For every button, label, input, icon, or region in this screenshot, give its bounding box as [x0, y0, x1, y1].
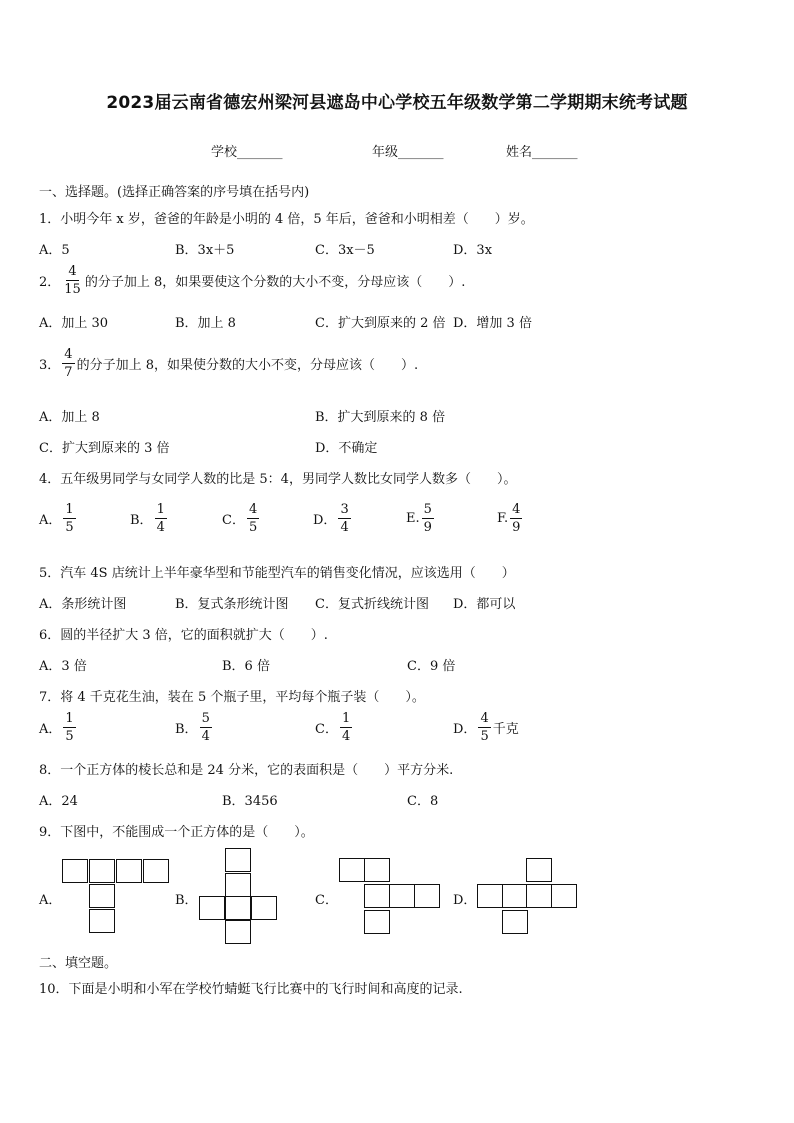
question-5-stem: 5．汽车 4S 店统计上半年豪华型和节能型汽车的销售变化情况，应该选用（ ）: [39, 566, 515, 581]
q9-option-a-label: A．: [39, 893, 62, 908]
q4-option-d-label: D．: [313, 513, 337, 528]
q6-option-b: B．6 倍: [222, 659, 270, 674]
q4-option-a-label: A．: [39, 513, 62, 528]
q4-e-numerator: 5: [423, 502, 432, 517]
q5-option-a: A．条形统计图: [39, 597, 127, 612]
q4-a-numerator: 1: [65, 502, 74, 517]
question-8-stem: 8．一个正方体的棱长总和是 24 分米，它的表面积是（ ）平方分米.: [39, 763, 454, 778]
q7-option-c-label: C．: [315, 722, 338, 737]
q3-number: 3．: [39, 358, 61, 373]
q7-a-numerator: 1: [65, 711, 74, 726]
q8-option-c: C．8: [407, 794, 439, 809]
q4-option-b-fraction: [155, 503, 167, 534]
grade-field: 年级_______: [372, 145, 444, 160]
q7-option-d-fraction: [478, 712, 490, 743]
q3-fraction-denominator: 7: [64, 365, 73, 380]
q9-option-b-label: B．: [175, 893, 198, 908]
q7-option-c-fraction: [340, 712, 352, 743]
q7-option-d-unit: 千克: [492, 722, 519, 737]
q1-option-c: C．3x－5: [315, 243, 375, 258]
net-square: [502, 910, 528, 934]
q9-option-c-label: C．: [315, 893, 338, 908]
net-square: [225, 848, 251, 872]
q4-option-c: [222, 503, 261, 534]
q4-f-denominator: 9: [512, 520, 521, 535]
q3-fraction-numerator: 4: [64, 347, 73, 362]
q3-option-d: D．不确定: [315, 441, 378, 456]
q5-option-c: C．复式折线统计图: [315, 597, 429, 612]
question-6-stem: 6．圆的半径扩大 3 倍，它的面积就扩大（ ）.: [39, 628, 328, 643]
q2-option-b: B．加上 8: [175, 316, 236, 331]
q3-option-a: A．加上 8: [39, 410, 100, 425]
q4-a-denominator: 5: [65, 520, 74, 535]
net-square: [551, 884, 577, 908]
net-square: [225, 920, 251, 944]
q3-stem-text: 的分子加上 8，如果使分数的大小不变，分母应该（ ）.: [76, 358, 419, 373]
net-square: [199, 896, 225, 920]
q2-number: 2．: [39, 275, 61, 290]
q7-option-a: [39, 712, 78, 743]
question-3-stem: [39, 348, 418, 379]
q7-b-numerator: 5: [201, 711, 210, 726]
q6-option-c: C．9 倍: [407, 659, 456, 674]
net-square: [477, 884, 503, 908]
q7-option-b-label: B．: [175, 722, 198, 737]
net-square: [62, 859, 88, 883]
q2-fraction-numerator: 4: [68, 264, 77, 279]
q5-option-b: B．复式条形统计图: [175, 597, 289, 612]
q4-option-b: [130, 503, 169, 534]
q4-option-e-fraction: [422, 503, 434, 534]
q7-option-a-fraction: [63, 712, 75, 743]
question-1-stem: 1．小明今年 x 岁，爸爸的年龄是小明的 4 倍，5 年后，爸爸和小明相差（ ）岁。: [39, 212, 534, 227]
q6-option-a: A．3 倍: [39, 659, 87, 674]
net-square: [339, 858, 365, 882]
net-square: [389, 884, 415, 908]
q4-c-denominator: 5: [248, 520, 258, 535]
q7-c-numerator: 1: [341, 711, 351, 726]
q4-f-numerator: 4: [512, 502, 521, 517]
q7-option-a-label: A．: [39, 722, 62, 737]
q7-option-c: [315, 712, 354, 743]
page-title: 2023届云南省德宏州梁河县遮岛中心学校五年级数学第二学期期末统考试题: [106, 93, 688, 113]
q1-option-b: B．3x＋5: [175, 243, 235, 258]
net-square: [89, 909, 115, 933]
q7-option-d: [453, 712, 519, 743]
net-square: [526, 884, 552, 908]
q7-b-denominator: 4: [201, 729, 210, 744]
q7-d-denominator: 5: [480, 729, 489, 744]
q4-b-denominator: 4: [156, 520, 165, 535]
q4-option-b-label: B．: [130, 513, 153, 528]
q7-option-b-fraction: [200, 712, 212, 743]
q1-option-a: A．5: [39, 243, 70, 258]
section-heading-fill: 二、填空题。: [39, 956, 118, 971]
name-field: 姓名_______: [506, 145, 578, 160]
q3-option-b: B．扩大到原来的 8 倍: [315, 410, 446, 425]
question-10-stem: 10．下面是小明和小军在学校竹蜻蜓飞行比赛中的飞行时间和高度的记录.: [39, 982, 463, 997]
net-square: [414, 884, 440, 908]
net-square: [116, 859, 142, 883]
q7-d-numerator: 4: [480, 711, 489, 726]
q2-fraction: [62, 265, 83, 296]
q4-option-f-fraction: [510, 503, 522, 534]
q1-option-d: D．3x: [453, 243, 493, 258]
q4-option-e-label: E.: [406, 511, 420, 526]
net-square: [364, 910, 390, 934]
q2-fraction-denominator: 15: [64, 282, 81, 297]
q4-option-e: [406, 503, 436, 534]
q4-option-c-fraction: [247, 503, 259, 534]
q2-stem-text: 的分子加上 8，如果要使这个分数的大小不变，分母应该（ ）.: [84, 275, 466, 290]
q4-option-c-label: C．: [222, 513, 245, 528]
net-square: [526, 858, 552, 882]
q8-option-b: B．3456: [222, 794, 278, 809]
net-square: [364, 884, 390, 908]
net-square: [251, 896, 277, 920]
q2-option-d: D．增加 3 倍: [453, 316, 532, 331]
q2-option-a: A．加上 30: [39, 316, 109, 331]
q2-option-c: C．扩大到原来的 2 倍: [315, 316, 446, 331]
net-square: [143, 859, 169, 883]
q4-c-numerator: 4: [248, 502, 258, 517]
q4-option-f: [497, 503, 524, 534]
q4-option-a: [39, 503, 78, 534]
question-4-stem: 4．五年级男同学与女同学人数的比是 5：4，男同学人数比女同学人数多（ ）。: [39, 472, 517, 487]
q8-option-a: A．24: [39, 794, 78, 809]
net-square: [89, 884, 115, 908]
q3-fraction: [62, 348, 74, 379]
q4-d-denominator: 4: [340, 520, 349, 535]
net-square: [89, 859, 115, 883]
q4-option-d: [313, 503, 353, 534]
school-field: 学校_______: [211, 145, 283, 160]
q9-option-d-label: D．: [453, 893, 477, 908]
q4-d-numerator: 3: [340, 502, 349, 517]
q4-option-d-fraction: [338, 503, 350, 534]
net-square: [502, 884, 528, 908]
net-square: [225, 873, 251, 897]
question-9-stem: 9．下图中，不能围成一个正方体的是（ ）。: [39, 825, 314, 840]
question-2-stem: [39, 265, 465, 296]
net-square: [225, 896, 251, 920]
question-7-stem: 7．将 4 千克花生油，装在 5 个瓶子里，平均每个瓶子装（ ）。: [39, 690, 425, 705]
q3-option-c: C．扩大到原来的 3 倍: [39, 441, 170, 456]
q7-c-denominator: 4: [341, 729, 351, 744]
q5-option-d: D．都可以: [453, 597, 516, 612]
q4-b-numerator: 1: [156, 502, 165, 517]
q7-a-denominator: 5: [65, 729, 74, 744]
q4-option-a-fraction: [63, 503, 75, 534]
section-heading-choice: 一、选择题。(选择正确答案的序号填在括号内): [39, 185, 310, 200]
q7-option-b: [175, 712, 214, 743]
q4-option-f-label: F.: [497, 511, 509, 526]
net-square: [364, 858, 390, 882]
q4-e-denominator: 9: [423, 520, 432, 535]
q7-option-d-label: D．: [453, 722, 477, 737]
